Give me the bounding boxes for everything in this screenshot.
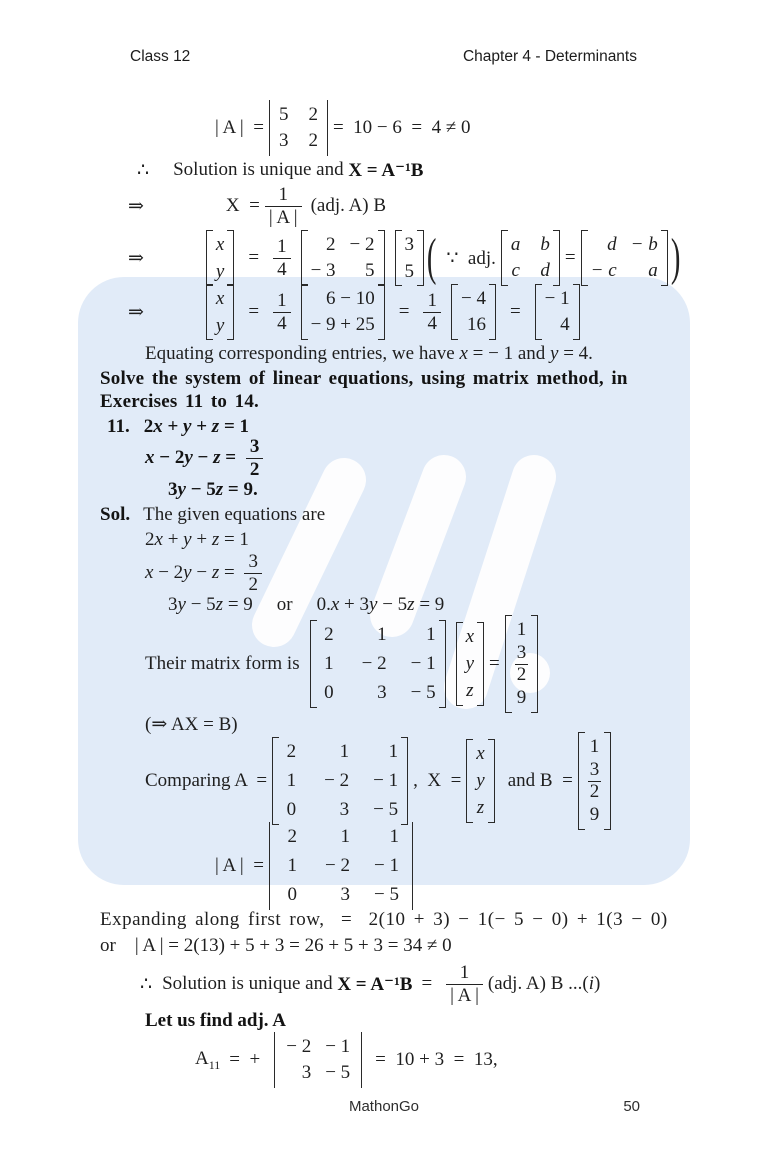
matrix-cell: − 1: [410, 653, 436, 675]
matrix-cell: − 5: [325, 1062, 351, 1083]
line-sol: [100, 503, 700, 526]
matrix-cell: 1: [377, 624, 387, 646]
math-text: = 1: [219, 528, 249, 550]
line-solution-unique: [137, 158, 700, 182]
math-text: = 4.: [558, 342, 593, 364]
variable-x: x: [459, 342, 468, 364]
fraction-numerator: 1: [277, 236, 287, 258]
exercise-heading-line1: [100, 367, 700, 390]
vector-xyz: [466, 739, 494, 823]
fraction: [246, 436, 264, 480]
math-text: −: [192, 447, 214, 468]
math-text: = 1: [219, 415, 250, 437]
variable-y: y: [550, 342, 559, 364]
matrix-cell: 1: [324, 653, 334, 675]
math-text: or | A | = 2(13) + 5 + 3 = 26 + 5 + 3 = 34 ≠ 0: [100, 934, 452, 956]
fraction-denominator: | A |: [265, 206, 302, 228]
math-bold: X = A⁻¹B: [348, 159, 424, 181]
line-adjoint-step: [128, 230, 700, 286]
math-text: = 9.: [223, 478, 258, 500]
variable: x: [154, 528, 163, 550]
variable: z: [211, 528, 220, 550]
math-text: , X =: [413, 770, 462, 791]
matrix-cell: c: [511, 260, 520, 281]
fraction-denominator: | A |: [446, 984, 483, 1006]
line-det-A: [215, 826, 700, 906]
cofactor-label: [195, 1048, 220, 1073]
matrix-cell-fraction: [588, 760, 602, 803]
math-text: Expanding along first row, = 2(10 + 3) − 1(− 5 − 0) + 1(3 − 0): [100, 908, 668, 930]
fraction-denominator: 2: [244, 573, 262, 595]
vector-xy: [206, 230, 234, 287]
page-footer: [0, 1098, 768, 1118]
big-paren-open: (: [426, 229, 437, 287]
math-text: 0.: [316, 593, 331, 615]
matrix-cell: − 2: [324, 855, 350, 877]
determinant-minor11: [274, 1032, 362, 1088]
vector-B: [505, 615, 539, 713]
therefore-symbol: ∴: [140, 973, 153, 995]
matrix-cell: 4: [560, 314, 570, 335]
matrix-cell: 5: [365, 260, 375, 281]
math-text: 2: [143, 415, 154, 437]
implies-symbol: ⇒: [128, 301, 144, 323]
matrix-cell: 2: [324, 624, 334, 646]
matrix-cell: y: [215, 314, 225, 336]
therefore-symbol: ∴: [137, 159, 150, 181]
matrix-cell: x: [476, 743, 485, 765]
variable: z: [215, 478, 224, 500]
matrix-cell: 2: [308, 104, 318, 126]
fraction-denominator: 2: [246, 458, 264, 480]
matrix-cell: 3: [377, 681, 387, 703]
matrix-cell: 3: [339, 798, 350, 820]
matrix-cell: 1: [516, 618, 527, 640]
matrix-cell: x: [465, 626, 475, 648]
matrix-cell: 1: [286, 770, 297, 792]
matrix-cell: − 1: [325, 1036, 351, 1058]
exercise-heading-line2: [100, 390, 700, 413]
matrix-cell: 3: [340, 883, 350, 905]
line-question-eq2: [145, 438, 700, 478]
equals-sign: =: [248, 247, 260, 268]
implies-symbol: ⇒: [128, 195, 144, 217]
variable: y: [177, 593, 186, 615]
matrix-cell: y: [465, 653, 475, 675]
matrix-inverse-adj: [301, 230, 385, 286]
line-comparing: [145, 736, 700, 826]
implies-symbol: ⇒: [128, 247, 144, 269]
math-text: X =: [225, 195, 260, 216]
matrix-cell: y: [476, 770, 485, 792]
fraction: [423, 290, 441, 334]
matrix-cell: − 1: [373, 855, 399, 877]
fraction-denominator: 2: [516, 663, 527, 685]
line-given-eq1: [145, 528, 700, 551]
equals-sign: =: [509, 301, 521, 322]
matrix-cell: − b: [630, 234, 658, 256]
line-question-eq3: [168, 478, 700, 501]
matrix-cell: 6 − 10: [326, 288, 375, 310]
matrix-cell: x: [215, 233, 225, 255]
math-text: +: [191, 415, 212, 437]
line-question-11: [107, 415, 700, 438]
vector-result: [535, 284, 580, 340]
math-text: | A | =: [215, 855, 264, 876]
math-text: = 10 + 3 = 13,: [375, 1049, 498, 1070]
fraction-denominator: 4: [273, 312, 291, 334]
variable: y: [183, 415, 192, 437]
variable: y: [177, 478, 186, 500]
determinant-A: [269, 822, 413, 910]
matrix-cell: y: [215, 260, 225, 282]
fraction-denominator: 2: [589, 780, 600, 802]
line-matrix-form: [145, 619, 700, 709]
variable: y: [369, 593, 378, 615]
matrix-cell: − 9 + 25: [310, 314, 375, 335]
equals-sign: =: [421, 973, 433, 994]
matrix-cell: z: [466, 679, 474, 701]
page-number: 50: [623, 1098, 640, 1115]
math-text: +: [162, 415, 184, 437]
matrix-cell: 0: [324, 681, 334, 703]
matrix-cell: 2: [308, 130, 318, 151]
math-text: =: [219, 562, 240, 583]
vector-xy: [206, 284, 234, 341]
math-text: − 5: [185, 593, 216, 615]
matrix-cell: d: [607, 234, 617, 256]
fraction-denominator: 4: [423, 312, 441, 334]
vector-differences: [301, 284, 385, 340]
matrix-cell: 1: [340, 826, 350, 848]
math-text: | A | =: [215, 117, 264, 138]
chapter-label: Chapter 4 - Determinants: [462, 48, 637, 65]
fraction-numerator: 3: [248, 551, 258, 573]
page-header: [130, 48, 637, 66]
line-equating: [145, 342, 700, 365]
math-text: −: [191, 562, 212, 583]
math-text: Comparing A =: [145, 770, 268, 791]
variable: x: [145, 562, 154, 583]
matrix-cell: − 5: [410, 681, 436, 703]
matrix-cell: a: [648, 260, 658, 281]
fraction: [273, 236, 291, 280]
line-axb: [145, 712, 700, 736]
matrix-cell: 1: [339, 741, 350, 763]
variable: y: [184, 447, 193, 468]
variable: y: [183, 528, 192, 550]
math-text: = − 1 and: [467, 342, 551, 364]
heading-text: Let us find adj. A: [145, 1010, 286, 1031]
fraction: [244, 551, 262, 595]
equals-sign: =: [489, 653, 500, 674]
page-content: [100, 102, 700, 1085]
matrix-cell: 1: [389, 826, 399, 848]
math-text: Solution is unique and: [162, 973, 338, 994]
matrix-cell: 1: [426, 624, 436, 646]
matrix-abcd: [501, 230, 560, 286]
fraction: [265, 184, 302, 228]
math-text: The given equations are: [143, 503, 326, 525]
fraction: [446, 962, 483, 1006]
line-numeric-step: [128, 286, 700, 338]
variable: y: [183, 562, 192, 583]
matrix-cell: x: [215, 287, 225, 309]
matrix-adjugate: [581, 230, 668, 286]
matrix-cell: − 1: [373, 770, 399, 792]
matrix-cell: 2: [326, 234, 336, 256]
matrix-cell: 1: [287, 855, 297, 877]
math-text: + 3: [339, 593, 370, 615]
matrix-A: [272, 737, 408, 825]
class-label: Class 12: [130, 48, 191, 65]
equals-sign: =: [564, 247, 576, 268]
matrix-cell: 1: [589, 735, 600, 757]
line-x-formula: [128, 184, 700, 228]
matrix-cell: 3: [278, 130, 289, 151]
matrix-cell: 2: [287, 826, 297, 848]
math-text: A: [195, 1047, 209, 1069]
matrix-cell: 16: [466, 314, 486, 335]
math-text: ∵ adj.: [446, 247, 496, 269]
math-text: (adj. A) B ...(: [487, 973, 589, 994]
math-text: = +: [229, 1049, 261, 1070]
fraction-denominator: 4: [273, 258, 291, 280]
math-text: (⇒ AX = B): [145, 713, 238, 735]
fraction-numerator: 3: [249, 436, 260, 458]
vector-neg4-16: [451, 284, 496, 340]
line-or-detA: [100, 934, 700, 957]
matrix-cell: 0: [286, 798, 297, 820]
variable: z: [215, 593, 224, 615]
math-text: = 10 − 6 = 4 ≠ 0: [332, 117, 471, 138]
equals-sign: =: [248, 301, 260, 322]
line-cofactor-a11: [195, 1035, 700, 1085]
matrix-cell-fraction: [515, 643, 529, 686]
math-text: 2: [145, 528, 155, 550]
line-expanding: [100, 908, 700, 931]
matrix-A: [310, 620, 446, 708]
equation-ref-i: i: [588, 973, 594, 994]
math-text: − 5: [185, 478, 216, 500]
brand-label: MathonGo: [348, 1098, 420, 1115]
matrix-cell: 3: [404, 233, 415, 255]
math-text: (adj. A) B: [310, 195, 387, 216]
vector-xyz: [456, 622, 484, 706]
math-text: − 2: [154, 447, 185, 468]
matrix-cell: z: [476, 796, 485, 818]
matrix-cell: − 2: [349, 234, 375, 256]
matrix-cell: b: [540, 234, 550, 256]
math-text: = 9: [414, 593, 445, 615]
fraction-numerator: 1: [278, 184, 288, 206]
fraction-numerator: 3: [516, 641, 527, 663]
matrix-cell: − c: [590, 260, 617, 281]
math-text: and B =: [507, 770, 573, 791]
vector-35: [395, 230, 425, 287]
matrix-cell: − 1: [544, 288, 570, 310]
matrix-cell: 5: [404, 260, 415, 282]
matrix-cell: 5: [278, 104, 289, 126]
math-text: Solution is unique and: [173, 159, 349, 180]
math-text: +: [162, 528, 184, 550]
variable: x: [330, 593, 340, 615]
sol-label: Sol.: [100, 503, 131, 525]
matrix-cell: 9: [589, 804, 600, 826]
fraction-numerator: 1: [277, 290, 287, 312]
heading-text: Solve the system of linear equations, using matrix method, in: [100, 367, 628, 389]
variable: z: [213, 447, 221, 468]
fraction-numerator: 1: [427, 290, 437, 312]
equals-sign: =: [398, 301, 410, 322]
matrix-cell: 1: [388, 741, 399, 763]
matrix-cell: d: [540, 260, 550, 281]
variable: x: [153, 415, 163, 437]
matrix-cell: − 4: [460, 288, 486, 310]
math-text: − 5: [377, 593, 408, 615]
math-bold: X = A⁻¹B: [337, 973, 413, 995]
fraction-numerator: 1: [459, 962, 470, 984]
matrix-cell: 0: [287, 883, 297, 905]
matrix-cell: − 5: [373, 883, 399, 905]
heading-text: Exercises 11 to 14.: [100, 390, 260, 412]
variable: z: [407, 593, 415, 615]
matrix-cell: 2: [286, 741, 297, 763]
variable: z: [211, 562, 220, 583]
matrix-cell: a: [510, 234, 521, 256]
matrix-cell: − 3: [310, 260, 336, 281]
math-text: Equating corresponding entries, we have: [145, 342, 460, 364]
matrix-cell: − 2: [324, 770, 350, 792]
variable: x: [145, 447, 155, 468]
matrix-cell: 3: [301, 1062, 312, 1083]
fraction: [273, 290, 291, 334]
big-paren-close: ): [670, 229, 681, 287]
math-text: =: [220, 447, 241, 468]
determinant-2x2: [269, 100, 328, 156]
fraction-numerator: 3: [589, 758, 600, 780]
math-text: − 2: [153, 562, 184, 583]
math-text: 3: [168, 478, 178, 500]
matrix-cell: 9: [516, 687, 527, 709]
cofactor-subscript: 11: [208, 1057, 221, 1072]
matrix-cell: − 2: [361, 653, 387, 675]
math-text: 3: [168, 593, 178, 615]
line-conclusion: [140, 961, 700, 1007]
line-adj-heading: [145, 1009, 700, 1033]
math-text: +: [191, 528, 212, 550]
question-number: 11.: [107, 415, 130, 437]
or-text: or: [276, 593, 293, 615]
matrix-cell: − 5: [373, 798, 399, 820]
variable: z: [211, 415, 220, 437]
math-text: ): [593, 973, 601, 994]
line-det-2x2: [215, 102, 700, 154]
math-text: = 9: [223, 593, 253, 615]
math-text: Their matrix form is: [145, 653, 300, 674]
vector-B: [578, 732, 612, 830]
matrix-cell: − 2: [286, 1036, 312, 1058]
line-given-eq3: [168, 593, 700, 616]
line-given-eq2: [145, 553, 700, 593]
